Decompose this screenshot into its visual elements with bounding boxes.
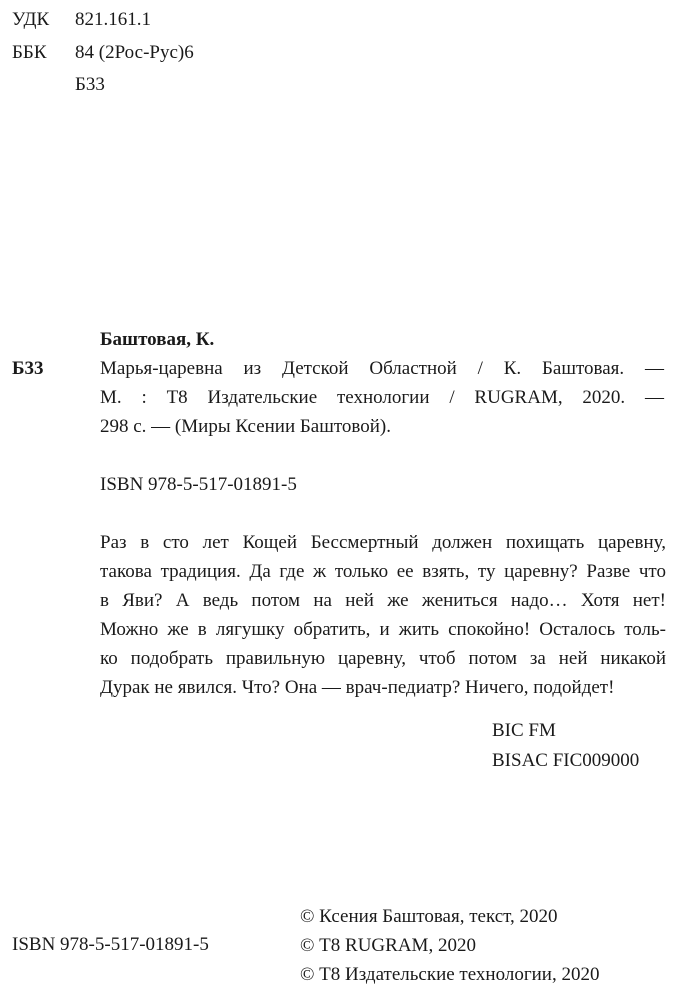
annotation-line: Дурак не явился. Что? Она — врач-педиатр? Ничего, подойдет! bbox=[100, 677, 615, 698]
copyright-block bbox=[300, 902, 599, 989]
copyright-line: © Т8 Издательские технологии, 2020 bbox=[300, 964, 600, 985]
isbn-main: ISBN 978-5-517-01891-5 bbox=[100, 474, 297, 495]
bibliographic-line: 298 с. — (Миры Ксении Баштовой). bbox=[100, 416, 392, 437]
bisac-code: BISAC FIC009000 bbox=[492, 750, 640, 771]
udk-code: 821.161.1 bbox=[75, 9, 151, 30]
annotation-line: в Яви? А ведь потом на ней же жениться надо… Хотя нет! bbox=[100, 590, 666, 611]
annotation-line: Раз в сто лет Кощей Бессмертный должен похищать царевну, bbox=[100, 532, 666, 553]
annotation bbox=[100, 528, 666, 702]
copyright-line: © Т8 RUGRAM, 2020 bbox=[300, 935, 476, 956]
copyright-line: © Ксения Баштовая, текст, 2020 bbox=[300, 906, 558, 927]
annotation-line: ко подобрать правильную царевну, чтоб потом за ней никакой bbox=[100, 648, 666, 669]
bbk-code: 84 (2Рос-Рус)6 bbox=[75, 42, 194, 63]
author-sign-code: Б33 bbox=[75, 74, 105, 95]
annotation-line: Можно же в лягушку обратить, и жить спокойно! Осталось толь- bbox=[100, 619, 666, 640]
annotation-line: такова традиция. Да где ж только ее взять, ту царевну? Разве что bbox=[100, 561, 666, 582]
bibliographic-line: Марья-царевна из Детской Областной / К. Баштовая. — bbox=[100, 358, 664, 379]
bibliographic-line: М. : Т8 Издательские технологии / RUGRAM, 2020. — bbox=[100, 387, 664, 408]
isbn-footer: ISBN 978-5-517-01891-5 bbox=[12, 934, 209, 955]
author-heading: Баштовая, К. bbox=[100, 329, 215, 350]
bbk-label: ББК bbox=[12, 42, 47, 63]
bibliographic-description bbox=[100, 354, 664, 441]
author-mark: Б33 bbox=[12, 358, 44, 379]
udk-label: УДК bbox=[12, 9, 50, 30]
bic-code: BIC FM bbox=[492, 720, 556, 741]
